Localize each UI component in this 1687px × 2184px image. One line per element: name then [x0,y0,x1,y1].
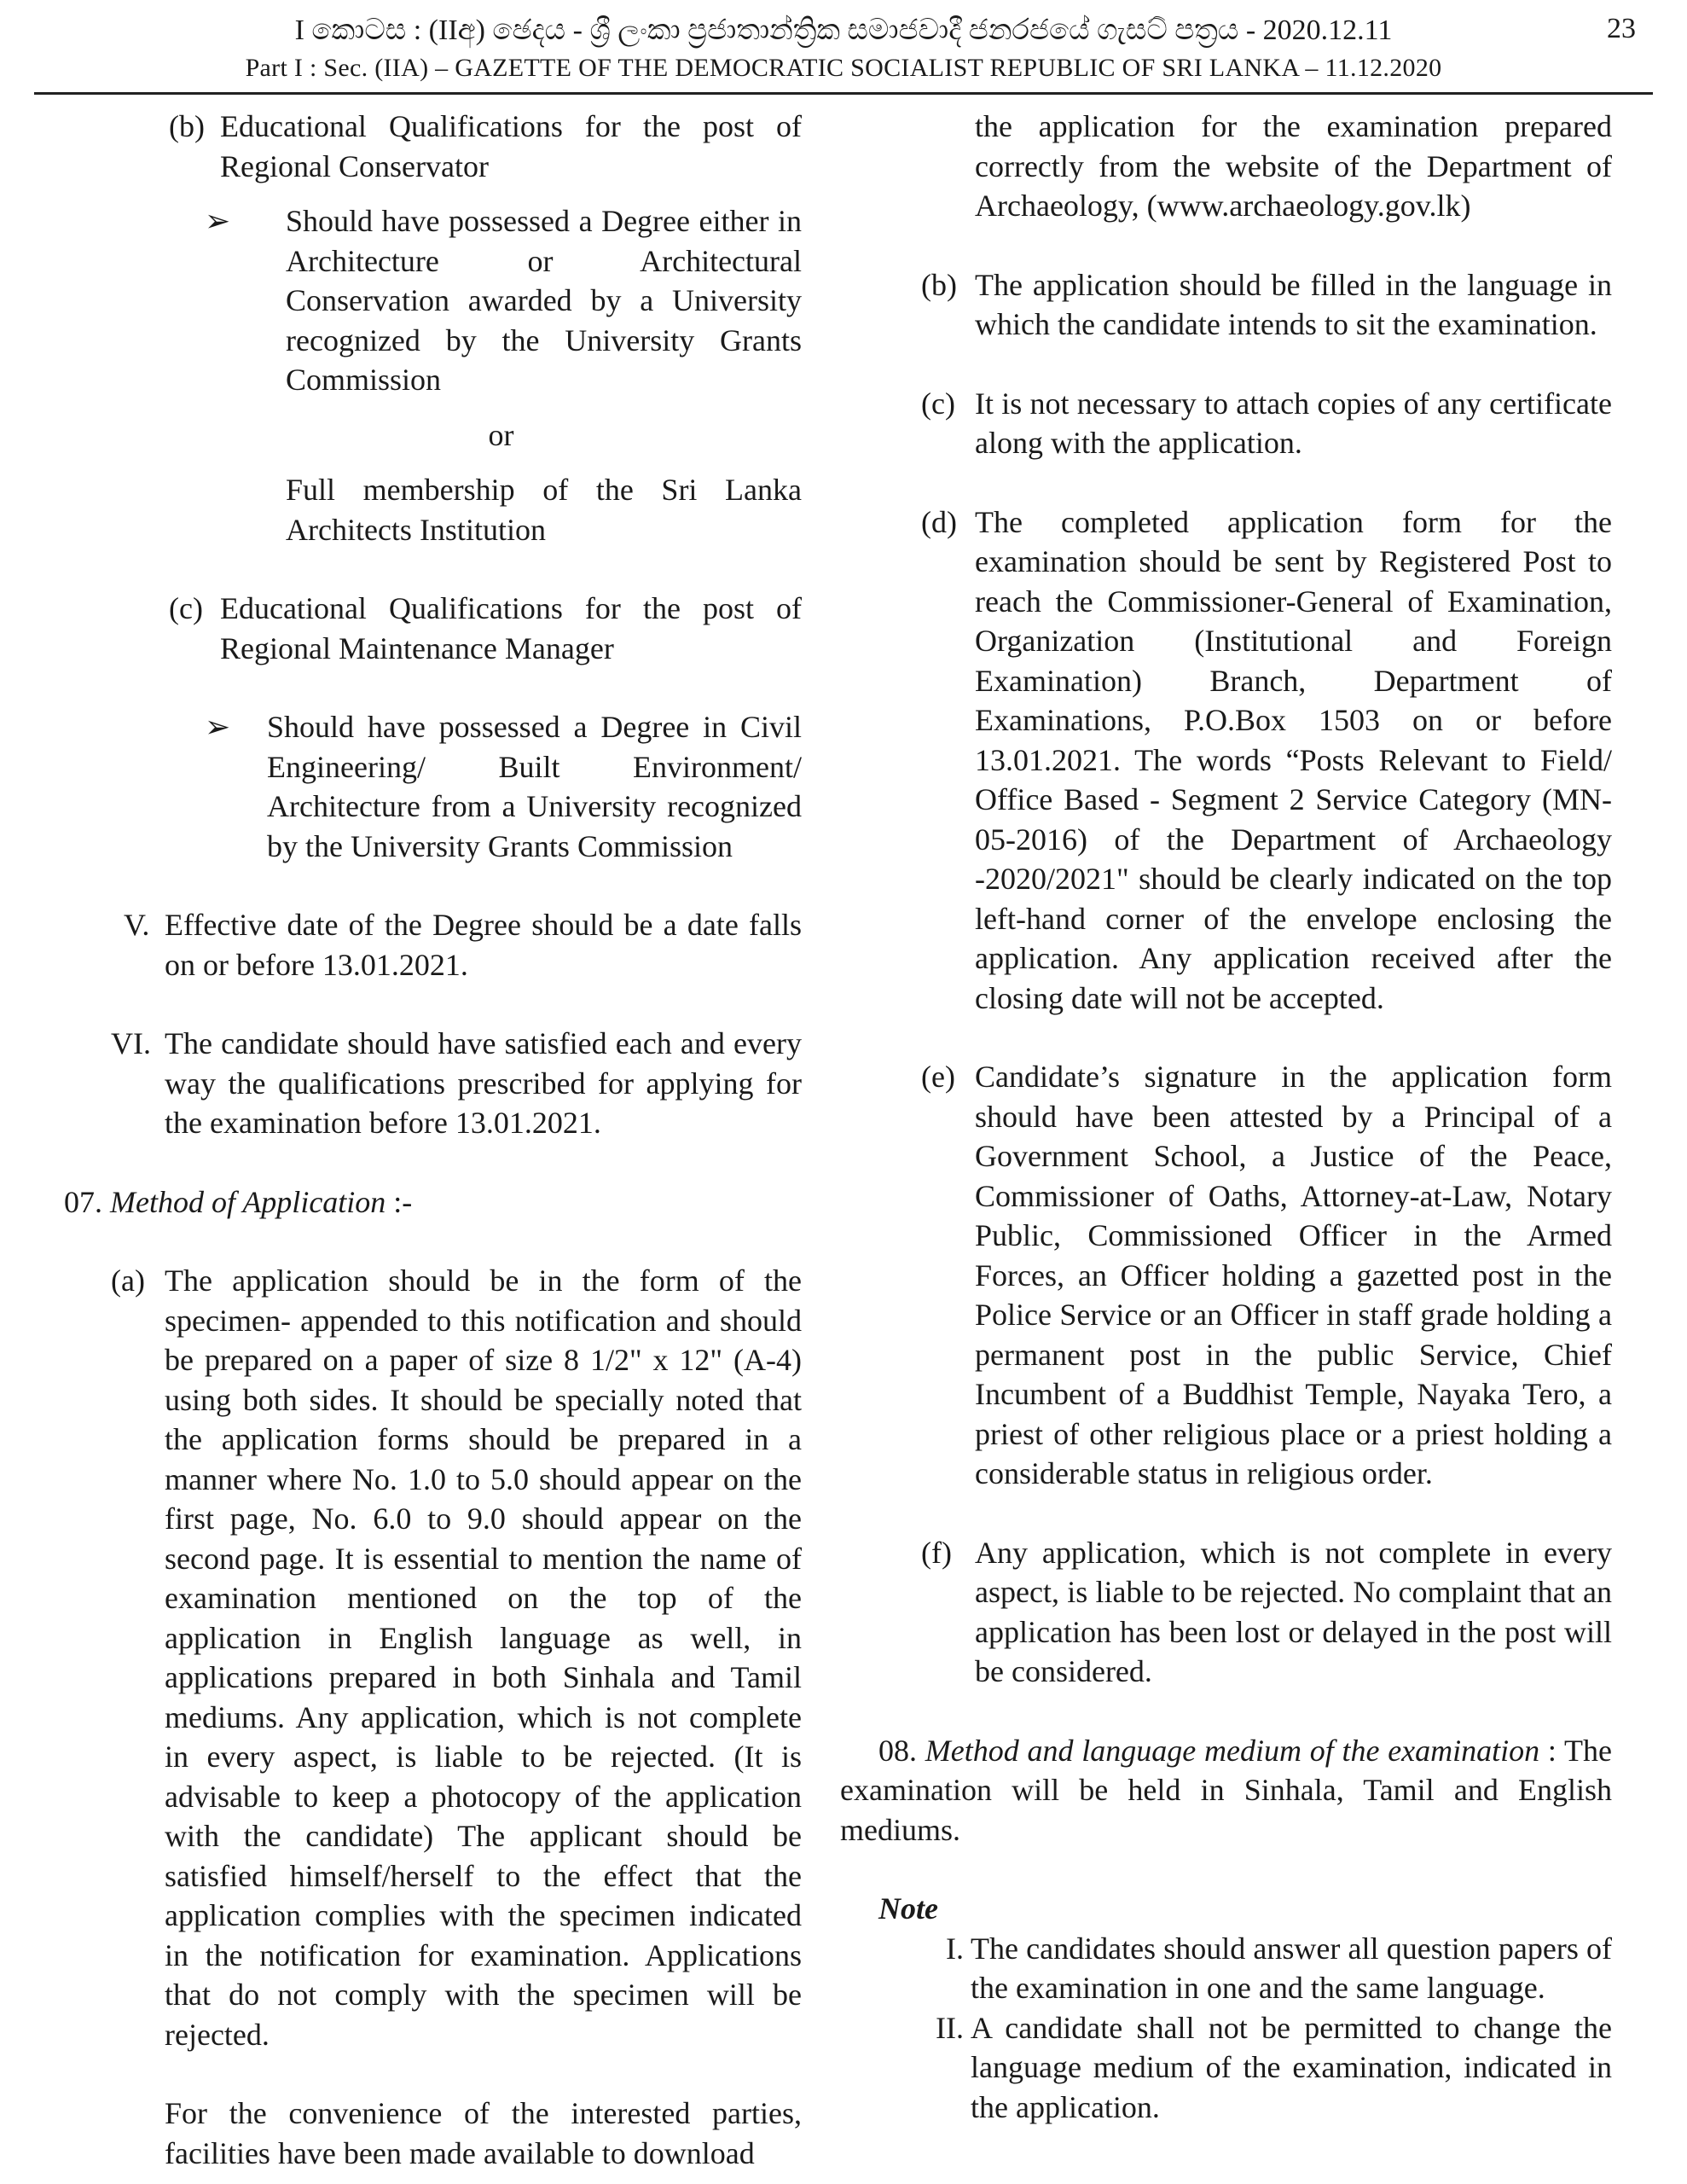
item-label: (c) [921,386,955,421]
v-text: Effective date of the Degree should be a date falls on or before 13.01.2021. [165,908,802,982]
c-title: Educational Qualifications for the post of Regional Maintenance Manager [220,591,802,665]
header-sinhala-line: I කොටස : (IIඅ) ඡෙදය - ශ්‍රී ලංකා ප්‍රජාතාන්ත්‍රික සමාජවාදී ජනරජයේ ගැසට් පත්‍රය - 2020.12.11 [294,15,1393,46]
b-text: The application should be filled in the language in which the candidate intends to sit the examination. [975,267,1612,341]
note-i-text: The candidates should answer all question papers of the examination in one and the same language. [971,1931,1612,2005]
a-text: The application should be in the form of the specimen- appended to this notification and should be prepared on a paper of size 8 1/2" x 12" (A-4) using both sides. It should be specially noted that the application forms should be prepared in a manner where No. 1.0 to 5.0 should appear on the first page, No. 6.0 to 9.0 should appear on the second page. It is essential to mention the name of examination mentioned on the top of the application in English language as well, in applications prepared in both Sinhala and Tamil mediums. Any application, which is not complete in every aspect, is liable to be rejected. (It is advisable to keep a photocopy of the application with the candidate) The applicant should be satisfied himself/herself to the effect that the application complies with the specimen indicated in the notification for examination. Applications that do not comply with the specimen will be rejected. [165,1263,802,2052]
item-label: (d) [921,504,957,539]
page-header [34,0,1653,96]
c-bullet-1-text: Should have possessed a Degree in Civil Engineering/ Built Environment/ Architecture from a University recognized by the University Grants Commission [267,710,802,863]
arrow-bullet-icon: ➢ [205,710,231,744]
section-07-heading [64,1182,802,1223]
arrow-bullet-icon: ➢ [205,204,231,238]
item-label: V. [124,908,150,942]
item-label: (a) [111,1263,145,1298]
section-number: 08. [878,1733,917,1768]
page-number: 23 [1607,13,1636,44]
right-item-f [840,1533,1612,1692]
note-item-i [840,1929,1612,2008]
right-item-e [840,1057,1612,1494]
vi-text: The candidate should have satisfied each and every way the qualifications prescribed for applying for the examination before 13.01.2021. [165,1026,802,1140]
b-bullet-1 [64,201,802,400]
e-text: Candidate’s signature in the application form should have been attested by a Principal of a Government School, a Justice of the Peace, Commissioner of Oaths, Attorney-at-Law, Notary Public, Commissioned Officer in the Armed Forces, an Officer holding a gazetted post in the Police Service or an Officer in staff grade holding a permanent post in the public Service, Chief Incumbent of a Buddhist Temple, Nayaka Tero, a priest of other religious place or a priest holding a considerable status in religious order. [975,1060,1612,1490]
left-item-c [64,589,802,668]
note-heading: Note [878,1891,938,1926]
right-item-b [840,265,1612,345]
b-title: Educational Qualifications for the post of Regional Conservator [220,109,802,183]
right-item-d [840,502,1612,1019]
left-item-v [64,905,802,985]
section-08 [840,1731,1612,1850]
right-column [840,107,1612,2127]
c-bullet-1 [64,707,802,866]
header-rule [34,92,1653,95]
d-text: The completed application form for the examination should be sent by Registered Post to reach the Commissioner-General of Examination, Organization (Institutional and Foreign Examination) Branch, Department of Examinations, P.O.Box 1503 on or before 13.01.2021. The words “Posts Relevant to Field/ Office Based - Segment 2 Service Category (MN-05-2016) of the Department of Archaeology -2020/2021" should be clearly indicated on the top left-hand corner of the envelope enclosing the application. Any application received after the closing date will not be accepted. [975,504,1612,1015]
left-item-a [64,1261,802,2054]
header-english-line: Part I : Sec. (IIA) – GAZETTE OF THE DEMOCRATIC SOCIALIST REPUBLIC OF SRI LANKA – 11.12.2020 [245,54,1442,82]
left-column [64,107,802,2173]
a-continuation: For the convenience of the interested parties, facilities have been made available to download [165,2096,802,2170]
or-separator: or [488,417,514,452]
b-bullet-2-text: Full membership of the Sri Lanka Architects Institution [286,473,802,547]
item-label: (b) [921,267,957,302]
section-number: 07. [64,1184,102,1219]
b-bullet-1-text: Should have possessed a Degree either in Architecture or Architectural Conservation awarded by a University recognized by the University Grants Commission [286,204,802,397]
section-title: Method of Application [110,1184,386,1219]
section-08-text: The examination will be held in Sinhala, Tamil and English mediums. [840,1733,1613,1847]
item-label: (c) [169,591,203,625]
section-title: Method and language medium of the examination [925,1733,1540,1768]
note-ii-text: A candidate shall not be permitted to change the language medium of the examination, indicated in the application. [971,2010,1612,2124]
c-text: It is not necessary to attach copies of any certificate along with the application. [975,386,1612,460]
item-label: II. [936,2010,964,2045]
item-label: (e) [921,1060,955,1094]
item-label: (f) [921,1535,952,1570]
a-continuation-right: the application for the examination prepared correctly from the website of the Department of Archaeology, (www.archaeology.gov.lk) [975,109,1612,223]
f-text: Any application, which is not complete in every aspect, is liable to be rejected. No complaint that an application has been lost or delayed in the post will be considered. [975,1535,1612,1688]
item-label: I. [946,1931,964,1966]
left-item-vi [64,1024,802,1143]
section-colon: : [1547,1733,1557,1768]
item-label: VI. [111,1026,151,1060]
note-item-ii [840,2008,1612,2128]
section-suffix: :- [393,1184,413,1219]
left-item-b [64,107,802,186]
item-label: (b) [169,109,205,143]
right-item-c [840,384,1612,463]
